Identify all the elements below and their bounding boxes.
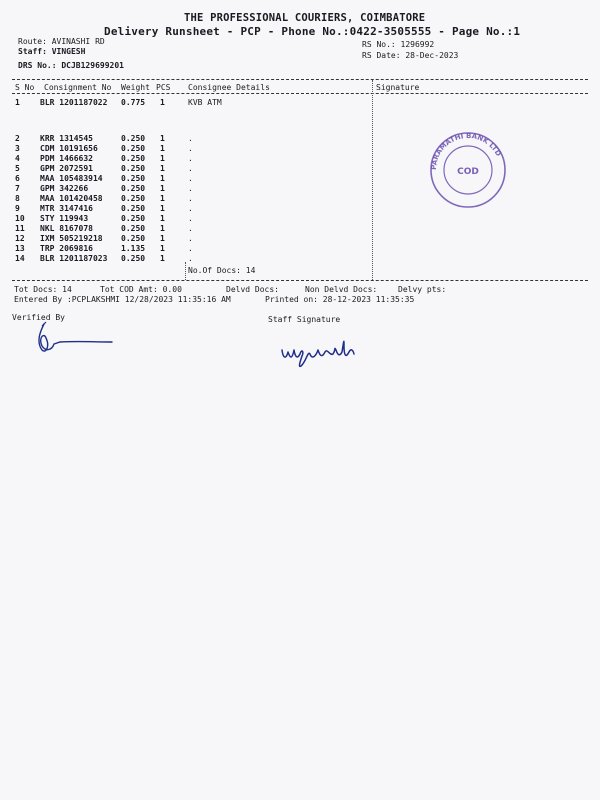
cell-pcs: 1 bbox=[160, 154, 165, 163]
runsheet-subtitle: Delivery Runsheet - PCP - Phone No.:0422-3505555 - Page No.:1 bbox=[104, 25, 521, 38]
cell-sno: 7 bbox=[15, 184, 20, 193]
verifier-signature bbox=[30, 320, 120, 360]
cell-pcs: 1 bbox=[160, 194, 165, 203]
cell-pcs: 1 bbox=[160, 204, 165, 213]
cell-consignment: GPM 342266 bbox=[40, 184, 89, 193]
cell-consignment: MAA 105483914 bbox=[40, 174, 103, 183]
table-row bbox=[0, 164, 600, 174]
cell-consignment: BLR 1201187023 bbox=[40, 254, 108, 263]
cell-consignee: . bbox=[188, 154, 193, 163]
cell-sno: 14 bbox=[15, 254, 25, 263]
cell-consignee: KVB ATM bbox=[188, 98, 222, 107]
cell-sno: 3 bbox=[15, 144, 20, 153]
table-row bbox=[0, 98, 600, 108]
cell-sno: 2 bbox=[15, 134, 20, 143]
rs-number: RS No.: 1296992 bbox=[362, 40, 435, 49]
printed-on: Printed on: 28-12-2023 11:35:35 bbox=[265, 295, 415, 304]
cell-sno: 10 bbox=[15, 214, 25, 223]
cell-sno: 8 bbox=[15, 194, 20, 203]
cell-pcs: 1 bbox=[160, 164, 165, 173]
cell-weight: 0.250 bbox=[121, 214, 146, 223]
table-row bbox=[0, 194, 600, 204]
cell-weight: 0.250 bbox=[121, 134, 146, 143]
entered-by: Entered By :PCPLAKSHMI 12/28/2023 11:35:16 AM bbox=[14, 295, 231, 304]
no-of-docs: No.Of Docs: 14 bbox=[188, 266, 256, 275]
cell-sno: 4 bbox=[15, 154, 20, 163]
stamp-ring-text: PARAMATHI BANK LTD bbox=[429, 131, 503, 171]
delvd-docs: Delvd Docs: bbox=[226, 285, 279, 294]
cell-weight: 0.250 bbox=[121, 184, 146, 193]
cell-consignee: . bbox=[188, 204, 193, 213]
cell-consignment: IXM 505219218 bbox=[40, 234, 103, 243]
cell-pcs: 1 bbox=[160, 174, 165, 183]
table-row bbox=[0, 254, 600, 264]
table-row bbox=[0, 144, 600, 154]
table-row bbox=[0, 154, 600, 164]
cell-consignee: . bbox=[188, 184, 193, 193]
cell-consignee: . bbox=[188, 234, 193, 243]
cell-weight: 0.250 bbox=[121, 174, 146, 183]
cell-consignment: MAA 101420458 bbox=[40, 194, 103, 203]
cell-pcs: 1 bbox=[160, 184, 165, 193]
cell-pcs: 1 bbox=[160, 134, 165, 143]
tot-docs: Tot Docs: 14 bbox=[14, 285, 72, 294]
col-consignment: Consignment No bbox=[44, 83, 112, 92]
table-row bbox=[0, 184, 600, 194]
table-row bbox=[0, 204, 600, 214]
route-label: Route: AVINASHI RD bbox=[18, 37, 105, 46]
cell-consignment: CDM 10191656 bbox=[40, 144, 98, 153]
table-row bbox=[0, 244, 600, 254]
cell-consignment: PDM 1466632 bbox=[40, 154, 93, 163]
cell-weight: 0.250 bbox=[121, 204, 146, 213]
cell-weight: 0.250 bbox=[121, 194, 146, 203]
cell-sno: 5 bbox=[15, 164, 20, 173]
cell-pcs: 1 bbox=[160, 234, 165, 243]
cell-sno: 12 bbox=[15, 234, 25, 243]
cell-sno: 13 bbox=[15, 244, 25, 253]
cell-weight: 0.250 bbox=[121, 164, 146, 173]
col-weight: Weight bbox=[121, 83, 150, 92]
cell-pcs: 1 bbox=[160, 98, 165, 107]
cell-sno: 9 bbox=[15, 204, 20, 213]
table-row bbox=[0, 134, 600, 144]
cell-consignment: MTR 3147416 bbox=[40, 204, 93, 213]
cell-consignee: . bbox=[188, 254, 193, 263]
col-sno: S No bbox=[15, 83, 35, 92]
cell-sno: 6 bbox=[15, 174, 20, 183]
cell-pcs: 1 bbox=[160, 214, 165, 223]
cell-consignee: . bbox=[188, 244, 193, 253]
cell-weight: 0.250 bbox=[121, 144, 146, 153]
table-row bbox=[0, 174, 600, 184]
table-header-rule bbox=[12, 93, 588, 94]
table-row bbox=[0, 234, 600, 244]
non-delvd-docs: Non Delvd Docs: bbox=[305, 285, 378, 294]
cell-consignee: . bbox=[188, 194, 193, 203]
staff-label: Staff: VINGESH bbox=[18, 47, 86, 56]
cell-consignee: . bbox=[188, 144, 193, 153]
table-top-rule bbox=[12, 79, 588, 80]
col-consignee: Consignee Details bbox=[188, 83, 270, 92]
stamp-center-text: COD bbox=[457, 167, 479, 177]
col-pcs: PCS bbox=[156, 83, 171, 92]
cell-consignment: NKL 8167078 bbox=[40, 224, 93, 233]
company-title: THE PROFESSIONAL COURIERS, COIMBATORE bbox=[184, 12, 426, 24]
cell-pcs: 1 bbox=[160, 244, 165, 253]
cell-consignee: . bbox=[188, 224, 193, 233]
cell-pcs: 1 bbox=[160, 224, 165, 233]
cell-weight: 1.135 bbox=[121, 244, 146, 253]
docs-cell-divider bbox=[185, 262, 186, 280]
cell-sno: 11 bbox=[15, 224, 25, 233]
cell-consignment: TRP 2069816 bbox=[40, 244, 93, 253]
cell-sno: 1 bbox=[15, 98, 20, 107]
cell-weight: 0.250 bbox=[121, 254, 146, 263]
cell-weight: 0.250 bbox=[121, 224, 146, 233]
stamp-seal bbox=[428, 130, 508, 210]
cell-weight: 0.250 bbox=[121, 154, 146, 163]
col-signature: Signature bbox=[376, 83, 420, 92]
cell-consignment: STY 119943 bbox=[40, 214, 89, 223]
table-row bbox=[0, 214, 600, 224]
delvy-pts: Delvy pts: bbox=[398, 285, 447, 294]
cell-weight: 0.775 bbox=[121, 98, 146, 107]
cell-consignment: BLR 1201187022 bbox=[40, 98, 108, 107]
cell-consignee: . bbox=[188, 134, 193, 143]
table-row bbox=[0, 224, 600, 234]
rs-date: RS Date: 28-Dec-2023 bbox=[362, 51, 459, 60]
verified-by-label: Verified By bbox=[12, 313, 65, 322]
tot-cod-amount: Tot COD Amt: 0.00 bbox=[100, 285, 182, 294]
cell-consignment: KRR 1314545 bbox=[40, 134, 93, 143]
table-bottom-rule bbox=[12, 280, 588, 281]
staff-signature-label: Staff Signature bbox=[268, 315, 341, 324]
cell-pcs: 1 bbox=[160, 254, 165, 263]
cell-consignee: . bbox=[188, 164, 193, 173]
cell-consignee: . bbox=[188, 214, 193, 223]
cell-consignment: GPM 2072591 bbox=[40, 164, 93, 173]
cell-pcs: 1 bbox=[160, 144, 165, 153]
cell-weight: 0.250 bbox=[121, 234, 146, 243]
cell-consignee: . bbox=[188, 174, 193, 183]
drs-number: DRS No.: DCJB129699201 bbox=[18, 61, 124, 70]
staff-signature bbox=[278, 332, 388, 372]
